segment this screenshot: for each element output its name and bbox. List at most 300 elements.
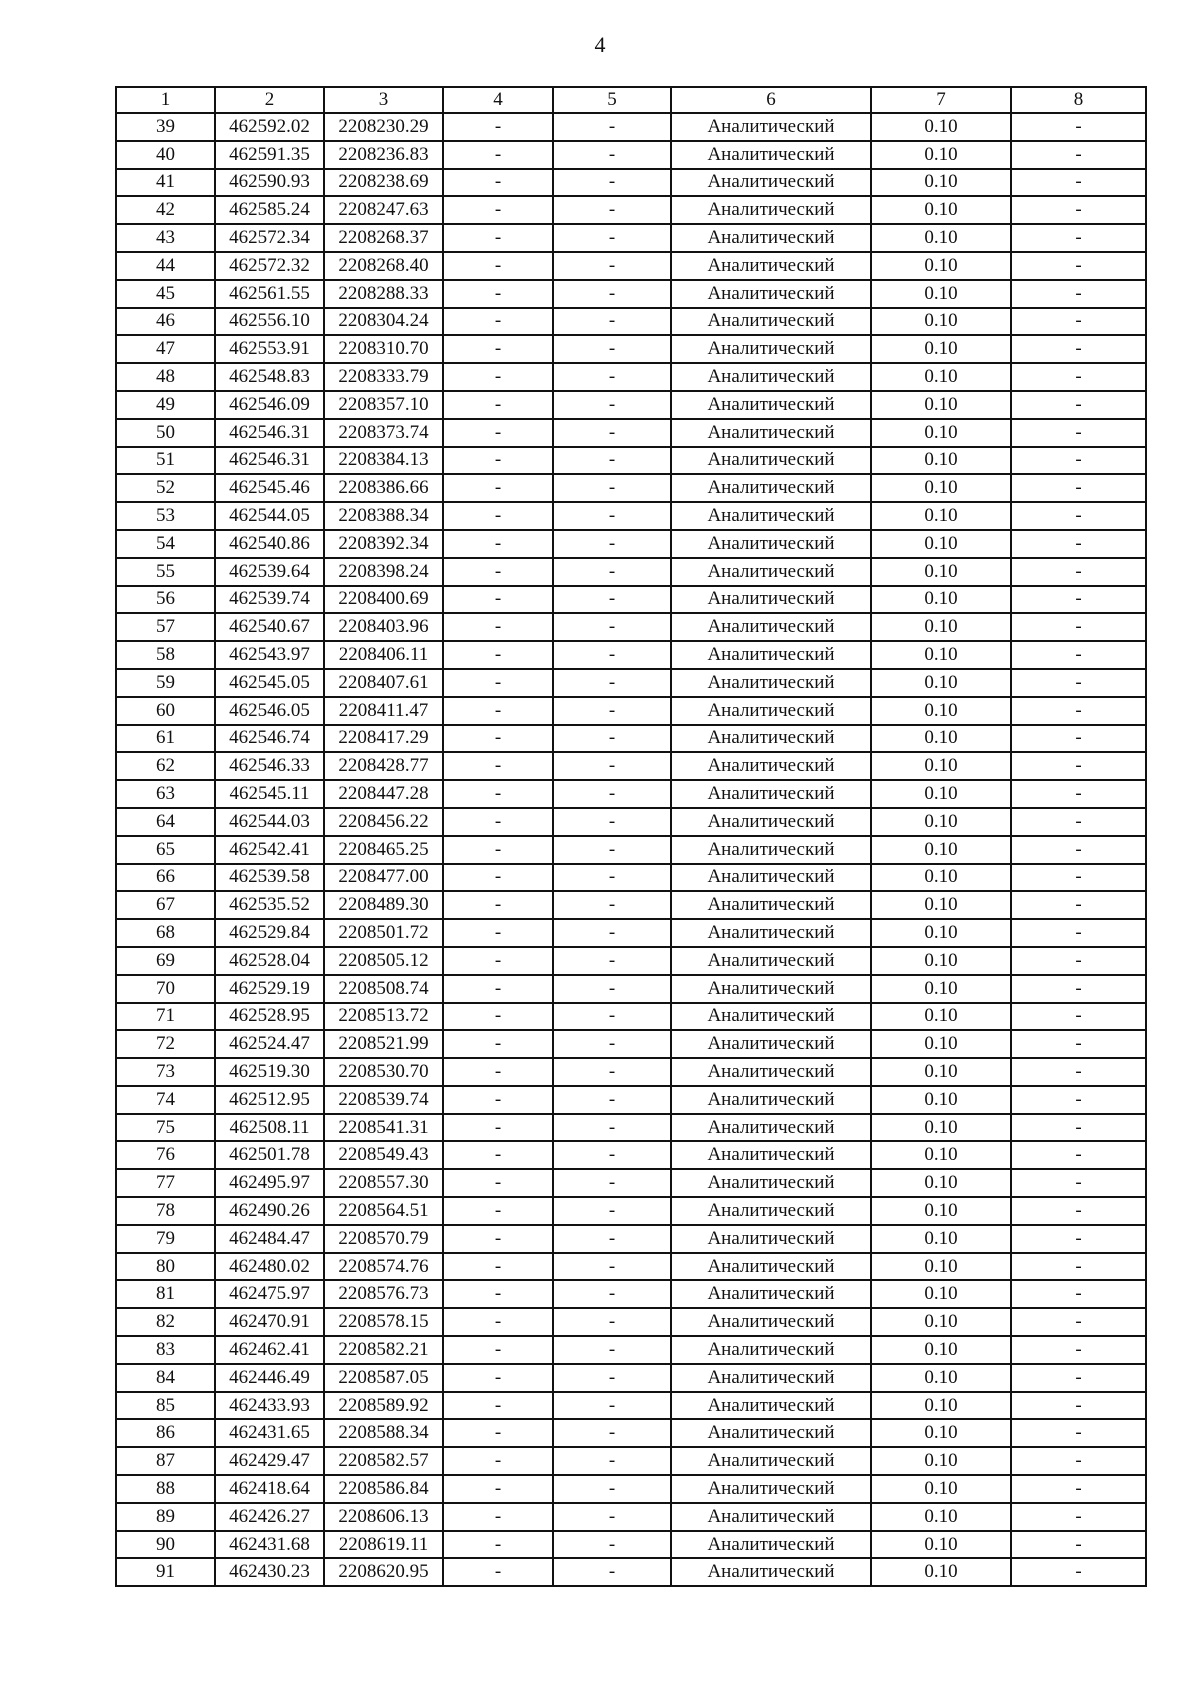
accuracy-cell: 0.10 xyxy=(871,1392,1011,1420)
column-header: 4 xyxy=(443,87,553,113)
method-cell: Аналитический xyxy=(671,1392,871,1420)
x-coordinate-cell: 462539.74 xyxy=(215,586,324,614)
table-row xyxy=(116,864,1146,892)
accuracy-cell: 0.10 xyxy=(871,447,1011,475)
y-coordinate-cell: 2208549.43 xyxy=(324,1141,443,1169)
table-row xyxy=(116,1531,1146,1559)
x-coordinate-cell: 462426.27 xyxy=(215,1503,324,1531)
x-coordinate-cell: 462546.05 xyxy=(215,697,324,725)
x-coordinate-cell: 462519.30 xyxy=(215,1058,324,1086)
y-coordinate-cell: 2208411.47 xyxy=(324,697,443,725)
y-coordinate-cell: 2208588.34 xyxy=(324,1419,443,1447)
accuracy-cell: 0.10 xyxy=(871,252,1011,280)
table-row xyxy=(116,530,1146,558)
x-coordinate-cell: 462535.52 xyxy=(215,891,324,919)
table-row xyxy=(116,1030,1146,1058)
method-cell: Аналитический xyxy=(671,363,871,391)
column-4-cell: - xyxy=(443,975,553,1003)
column-8-cell: - xyxy=(1011,1225,1146,1253)
x-coordinate-cell: 462430.23 xyxy=(215,1558,324,1586)
column-4-cell: - xyxy=(443,1169,553,1197)
column-5-cell: - xyxy=(553,947,671,975)
accuracy-cell: 0.10 xyxy=(871,196,1011,224)
table-row xyxy=(116,947,1146,975)
point-number-cell: 83 xyxy=(116,1336,215,1364)
y-coordinate-cell: 2208400.69 xyxy=(324,586,443,614)
column-4-cell: - xyxy=(443,1447,553,1475)
column-5-cell: - xyxy=(553,224,671,252)
column-5-cell: - xyxy=(553,1169,671,1197)
accuracy-cell: 0.10 xyxy=(871,1058,1011,1086)
column-8-cell: - xyxy=(1011,169,1146,197)
x-coordinate-cell: 462572.34 xyxy=(215,224,324,252)
column-header: 5 xyxy=(553,87,671,113)
accuracy-cell: 0.10 xyxy=(871,1280,1011,1308)
method-cell: Аналитический xyxy=(671,447,871,475)
y-coordinate-cell: 2208489.30 xyxy=(324,891,443,919)
column-5-cell: - xyxy=(553,780,671,808)
point-number-cell: 48 xyxy=(116,363,215,391)
table-row xyxy=(116,447,1146,475)
column-5-cell: - xyxy=(553,1086,671,1114)
x-coordinate-cell: 462528.04 xyxy=(215,947,324,975)
column-header: 8 xyxy=(1011,87,1146,113)
accuracy-cell: 0.10 xyxy=(871,1141,1011,1169)
method-cell: Аналитический xyxy=(671,1253,871,1281)
table-row xyxy=(116,1308,1146,1336)
accuracy-cell: 0.10 xyxy=(871,1503,1011,1531)
accuracy-cell: 0.10 xyxy=(871,280,1011,308)
y-coordinate-cell: 2208564.51 xyxy=(324,1197,443,1225)
point-number-cell: 82 xyxy=(116,1308,215,1336)
method-cell: Аналитический xyxy=(671,780,871,808)
x-coordinate-cell: 462475.97 xyxy=(215,1280,324,1308)
x-coordinate-cell: 462490.26 xyxy=(215,1197,324,1225)
column-8-cell: - xyxy=(1011,308,1146,336)
point-number-cell: 39 xyxy=(116,113,215,141)
y-coordinate-cell: 2208574.76 xyxy=(324,1253,443,1281)
table-row xyxy=(116,1253,1146,1281)
column-4-cell: - xyxy=(443,113,553,141)
point-number-cell: 50 xyxy=(116,419,215,447)
table-row xyxy=(116,335,1146,363)
y-coordinate-cell: 2208521.99 xyxy=(324,1030,443,1058)
method-cell: Аналитический xyxy=(671,836,871,864)
table-row xyxy=(116,1114,1146,1142)
y-coordinate-cell: 2208230.29 xyxy=(324,113,443,141)
accuracy-cell: 0.10 xyxy=(871,1030,1011,1058)
column-4-cell: - xyxy=(443,196,553,224)
method-cell: Аналитический xyxy=(671,1141,871,1169)
column-8-cell: - xyxy=(1011,1503,1146,1531)
x-coordinate-cell: 462540.86 xyxy=(215,530,324,558)
column-4-cell: - xyxy=(443,1531,553,1559)
table-row xyxy=(116,280,1146,308)
y-coordinate-cell: 2208505.12 xyxy=(324,947,443,975)
column-4-cell: - xyxy=(443,502,553,530)
column-8-cell: - xyxy=(1011,1475,1146,1503)
column-5-cell: - xyxy=(553,1336,671,1364)
method-cell: Аналитический xyxy=(671,1503,871,1531)
accuracy-cell: 0.10 xyxy=(871,891,1011,919)
method-cell: Аналитический xyxy=(671,641,871,669)
x-coordinate-cell: 462529.84 xyxy=(215,919,324,947)
point-number-cell: 77 xyxy=(116,1169,215,1197)
method-cell: Аналитический xyxy=(671,196,871,224)
column-8-cell: - xyxy=(1011,725,1146,753)
table-header-row xyxy=(116,87,1146,113)
column-5-cell: - xyxy=(553,1364,671,1392)
table-row xyxy=(116,1086,1146,1114)
column-4-cell: - xyxy=(443,836,553,864)
y-coordinate-cell: 2208619.11 xyxy=(324,1531,443,1559)
y-coordinate-cell: 2208582.21 xyxy=(324,1336,443,1364)
coordinates-table xyxy=(115,86,1147,1587)
x-coordinate-cell: 462539.64 xyxy=(215,558,324,586)
column-8-cell: - xyxy=(1011,1392,1146,1420)
table-row xyxy=(116,808,1146,836)
y-coordinate-cell: 2208477.00 xyxy=(324,864,443,892)
column-8-cell: - xyxy=(1011,1308,1146,1336)
column-8-cell: - xyxy=(1011,1086,1146,1114)
column-4-cell: - xyxy=(443,391,553,419)
point-number-cell: 57 xyxy=(116,613,215,641)
column-8-cell: - xyxy=(1011,530,1146,558)
method-cell: Аналитический xyxy=(671,808,871,836)
point-number-cell: 90 xyxy=(116,1531,215,1559)
point-number-cell: 53 xyxy=(116,502,215,530)
accuracy-cell: 0.10 xyxy=(871,1419,1011,1447)
y-coordinate-cell: 2208238.69 xyxy=(324,169,443,197)
column-4-cell: - xyxy=(443,1253,553,1281)
point-number-cell: 61 xyxy=(116,725,215,753)
table-row xyxy=(116,780,1146,808)
column-header: 3 xyxy=(324,87,443,113)
column-4-cell: - xyxy=(443,141,553,169)
point-number-cell: 59 xyxy=(116,669,215,697)
x-coordinate-cell: 462556.10 xyxy=(215,308,324,336)
table-row xyxy=(116,1419,1146,1447)
y-coordinate-cell: 2208465.25 xyxy=(324,836,443,864)
point-number-cell: 69 xyxy=(116,947,215,975)
column-4-cell: - xyxy=(443,308,553,336)
column-5-cell: - xyxy=(553,1225,671,1253)
method-cell: Аналитический xyxy=(671,1225,871,1253)
column-8-cell: - xyxy=(1011,613,1146,641)
y-coordinate-cell: 2208373.74 xyxy=(324,419,443,447)
y-coordinate-cell: 2208589.92 xyxy=(324,1392,443,1420)
method-cell: Аналитический xyxy=(671,1419,871,1447)
column-8-cell: - xyxy=(1011,1364,1146,1392)
column-5-cell: - xyxy=(553,335,671,363)
column-8-cell: - xyxy=(1011,113,1146,141)
table-row xyxy=(116,1225,1146,1253)
column-5-cell: - xyxy=(553,752,671,780)
method-cell: Аналитический xyxy=(671,1058,871,1086)
x-coordinate-cell: 462431.65 xyxy=(215,1419,324,1447)
point-number-cell: 72 xyxy=(116,1030,215,1058)
method-cell: Аналитический xyxy=(671,725,871,753)
column-5-cell: - xyxy=(553,1114,671,1142)
method-cell: Аналитический xyxy=(671,252,871,280)
point-number-cell: 84 xyxy=(116,1364,215,1392)
column-4-cell: - xyxy=(443,252,553,280)
y-coordinate-cell: 2208501.72 xyxy=(324,919,443,947)
x-coordinate-cell: 462546.31 xyxy=(215,447,324,475)
y-coordinate-cell: 2208541.31 xyxy=(324,1114,443,1142)
column-5-cell: - xyxy=(553,1503,671,1531)
column-8-cell: - xyxy=(1011,864,1146,892)
column-8-cell: - xyxy=(1011,391,1146,419)
accuracy-cell: 0.10 xyxy=(871,113,1011,141)
point-number-cell: 65 xyxy=(116,836,215,864)
y-coordinate-cell: 2208384.13 xyxy=(324,447,443,475)
method-cell: Аналитический xyxy=(671,308,871,336)
column-4-cell: - xyxy=(443,335,553,363)
column-4-cell: - xyxy=(443,864,553,892)
point-number-cell: 86 xyxy=(116,1419,215,1447)
method-cell: Аналитический xyxy=(671,891,871,919)
method-cell: Аналитический xyxy=(671,1197,871,1225)
table-row xyxy=(116,586,1146,614)
x-coordinate-cell: 462539.58 xyxy=(215,864,324,892)
method-cell: Аналитический xyxy=(671,335,871,363)
method-cell: Аналитический xyxy=(671,1531,871,1559)
column-4-cell: - xyxy=(443,1141,553,1169)
y-coordinate-cell: 2208456.22 xyxy=(324,808,443,836)
accuracy-cell: 0.10 xyxy=(871,1475,1011,1503)
column-4-cell: - xyxy=(443,447,553,475)
accuracy-cell: 0.10 xyxy=(871,308,1011,336)
x-coordinate-cell: 462548.83 xyxy=(215,363,324,391)
method-cell: Аналитический xyxy=(671,280,871,308)
column-5-cell: - xyxy=(553,1030,671,1058)
point-number-cell: 64 xyxy=(116,808,215,836)
x-coordinate-cell: 462592.02 xyxy=(215,113,324,141)
accuracy-cell: 0.10 xyxy=(871,613,1011,641)
accuracy-cell: 0.10 xyxy=(871,1114,1011,1142)
point-number-cell: 56 xyxy=(116,586,215,614)
table-row xyxy=(116,1364,1146,1392)
column-5-cell: - xyxy=(553,474,671,502)
table-row xyxy=(116,502,1146,530)
column-5-cell: - xyxy=(553,1308,671,1336)
method-cell: Аналитический xyxy=(671,1475,871,1503)
column-4-cell: - xyxy=(443,586,553,614)
accuracy-cell: 0.10 xyxy=(871,335,1011,363)
point-number-cell: 71 xyxy=(116,1003,215,1031)
column-4-cell: - xyxy=(443,697,553,725)
column-4-cell: - xyxy=(443,474,553,502)
point-number-cell: 88 xyxy=(116,1475,215,1503)
x-coordinate-cell: 462433.93 xyxy=(215,1392,324,1420)
table-row xyxy=(116,1503,1146,1531)
point-number-cell: 79 xyxy=(116,1225,215,1253)
accuracy-cell: 0.10 xyxy=(871,864,1011,892)
accuracy-cell: 0.10 xyxy=(871,419,1011,447)
column-5-cell: - xyxy=(553,975,671,1003)
accuracy-cell: 0.10 xyxy=(871,558,1011,586)
column-8-cell: - xyxy=(1011,1336,1146,1364)
column-5-cell: - xyxy=(553,1253,671,1281)
y-coordinate-cell: 2208398.24 xyxy=(324,558,443,586)
method-cell: Аналитический xyxy=(671,1086,871,1114)
point-number-cell: 89 xyxy=(116,1503,215,1531)
accuracy-cell: 0.10 xyxy=(871,1086,1011,1114)
table-row xyxy=(116,141,1146,169)
x-coordinate-cell: 462480.02 xyxy=(215,1253,324,1281)
column-4-cell: - xyxy=(443,224,553,252)
column-8-cell: - xyxy=(1011,1141,1146,1169)
point-number-cell: 55 xyxy=(116,558,215,586)
x-coordinate-cell: 462546.74 xyxy=(215,725,324,753)
column-4-cell: - xyxy=(443,613,553,641)
accuracy-cell: 0.10 xyxy=(871,141,1011,169)
column-5-cell: - xyxy=(553,141,671,169)
column-8-cell: - xyxy=(1011,502,1146,530)
accuracy-cell: 0.10 xyxy=(871,391,1011,419)
accuracy-cell: 0.10 xyxy=(871,502,1011,530)
column-8-cell: - xyxy=(1011,780,1146,808)
column-5-cell: - xyxy=(553,836,671,864)
x-coordinate-cell: 462495.97 xyxy=(215,1169,324,1197)
point-number-cell: 51 xyxy=(116,447,215,475)
x-coordinate-cell: 462529.19 xyxy=(215,975,324,1003)
table-row xyxy=(116,308,1146,336)
method-cell: Аналитический xyxy=(671,919,871,947)
method-cell: Аналитический xyxy=(671,752,871,780)
column-5-cell: - xyxy=(553,419,671,447)
table-body xyxy=(116,113,1146,1586)
accuracy-cell: 0.10 xyxy=(871,1003,1011,1031)
accuracy-cell: 0.10 xyxy=(871,780,1011,808)
column-8-cell: - xyxy=(1011,752,1146,780)
point-number-cell: 60 xyxy=(116,697,215,725)
column-5-cell: - xyxy=(553,864,671,892)
column-8-cell: - xyxy=(1011,1419,1146,1447)
column-8-cell: - xyxy=(1011,891,1146,919)
column-8-cell: - xyxy=(1011,1253,1146,1281)
method-cell: Аналитический xyxy=(671,1447,871,1475)
column-4-cell: - xyxy=(443,919,553,947)
table-row xyxy=(116,474,1146,502)
y-coordinate-cell: 2208392.34 xyxy=(324,530,443,558)
column-8-cell: - xyxy=(1011,975,1146,1003)
method-cell: Аналитический xyxy=(671,1003,871,1031)
column-5-cell: - xyxy=(553,558,671,586)
column-4-cell: - xyxy=(443,558,553,586)
accuracy-cell: 0.10 xyxy=(871,641,1011,669)
method-cell: Аналитический xyxy=(671,1030,871,1058)
y-coordinate-cell: 2208513.72 xyxy=(324,1003,443,1031)
column-4-cell: - xyxy=(443,947,553,975)
table-row xyxy=(116,613,1146,641)
method-cell: Аналитический xyxy=(671,141,871,169)
x-coordinate-cell: 462546.09 xyxy=(215,391,324,419)
x-coordinate-cell: 462501.78 xyxy=(215,1141,324,1169)
table-row xyxy=(116,1447,1146,1475)
point-number-cell: 40 xyxy=(116,141,215,169)
point-number-cell: 62 xyxy=(116,752,215,780)
column-header: 1 xyxy=(116,87,215,113)
column-8-cell: - xyxy=(1011,252,1146,280)
y-coordinate-cell: 2208576.73 xyxy=(324,1280,443,1308)
method-cell: Аналитический xyxy=(671,697,871,725)
method-cell: Аналитический xyxy=(671,864,871,892)
y-coordinate-cell: 2208406.11 xyxy=(324,641,443,669)
column-8-cell: - xyxy=(1011,1003,1146,1031)
table-row xyxy=(116,725,1146,753)
point-number-cell: 41 xyxy=(116,169,215,197)
accuracy-cell: 0.10 xyxy=(871,1225,1011,1253)
method-cell: Аналитический xyxy=(671,113,871,141)
method-cell: Аналитический xyxy=(671,1280,871,1308)
column-8-cell: - xyxy=(1011,474,1146,502)
y-coordinate-cell: 2208247.63 xyxy=(324,196,443,224)
method-cell: Аналитический xyxy=(671,1114,871,1142)
table-row xyxy=(116,641,1146,669)
column-4-cell: - xyxy=(443,169,553,197)
column-5-cell: - xyxy=(553,697,671,725)
point-number-cell: 44 xyxy=(116,252,215,280)
column-5-cell: - xyxy=(553,391,671,419)
accuracy-cell: 0.10 xyxy=(871,808,1011,836)
accuracy-cell: 0.10 xyxy=(871,224,1011,252)
column-5-cell: - xyxy=(553,252,671,280)
method-cell: Аналитический xyxy=(671,613,871,641)
column-5-cell: - xyxy=(553,891,671,919)
column-5-cell: - xyxy=(553,280,671,308)
y-coordinate-cell: 2208587.05 xyxy=(324,1364,443,1392)
point-number-cell: 52 xyxy=(116,474,215,502)
point-number-cell: 63 xyxy=(116,780,215,808)
accuracy-cell: 0.10 xyxy=(871,1253,1011,1281)
point-number-cell: 70 xyxy=(116,975,215,1003)
method-cell: Аналитический xyxy=(671,586,871,614)
column-5-cell: - xyxy=(553,502,671,530)
point-number-cell: 66 xyxy=(116,864,215,892)
accuracy-cell: 0.10 xyxy=(871,586,1011,614)
y-coordinate-cell: 2208582.57 xyxy=(324,1447,443,1475)
x-coordinate-cell: 462585.24 xyxy=(215,196,324,224)
column-5-cell: - xyxy=(553,1558,671,1586)
column-8-cell: - xyxy=(1011,335,1146,363)
column-8-cell: - xyxy=(1011,224,1146,252)
column-8-cell: - xyxy=(1011,1058,1146,1086)
point-number-cell: 58 xyxy=(116,641,215,669)
column-4-cell: - xyxy=(443,1280,553,1308)
y-coordinate-cell: 2208268.37 xyxy=(324,224,443,252)
method-cell: Аналитический xyxy=(671,391,871,419)
table-row xyxy=(116,752,1146,780)
table-row xyxy=(116,1280,1146,1308)
column-4-cell: - xyxy=(443,363,553,391)
column-4-cell: - xyxy=(443,891,553,919)
x-coordinate-cell: 462545.11 xyxy=(215,780,324,808)
point-number-cell: 91 xyxy=(116,1558,215,1586)
method-cell: Аналитический xyxy=(671,1336,871,1364)
column-8-cell: - xyxy=(1011,363,1146,391)
column-4-cell: - xyxy=(443,1225,553,1253)
column-4-cell: - xyxy=(443,530,553,558)
method-cell: Аналитический xyxy=(671,1364,871,1392)
column-5-cell: - xyxy=(553,363,671,391)
column-8-cell: - xyxy=(1011,1030,1146,1058)
accuracy-cell: 0.10 xyxy=(871,975,1011,1003)
point-number-cell: 80 xyxy=(116,1253,215,1281)
x-coordinate-cell: 462524.47 xyxy=(215,1030,324,1058)
column-8-cell: - xyxy=(1011,1169,1146,1197)
